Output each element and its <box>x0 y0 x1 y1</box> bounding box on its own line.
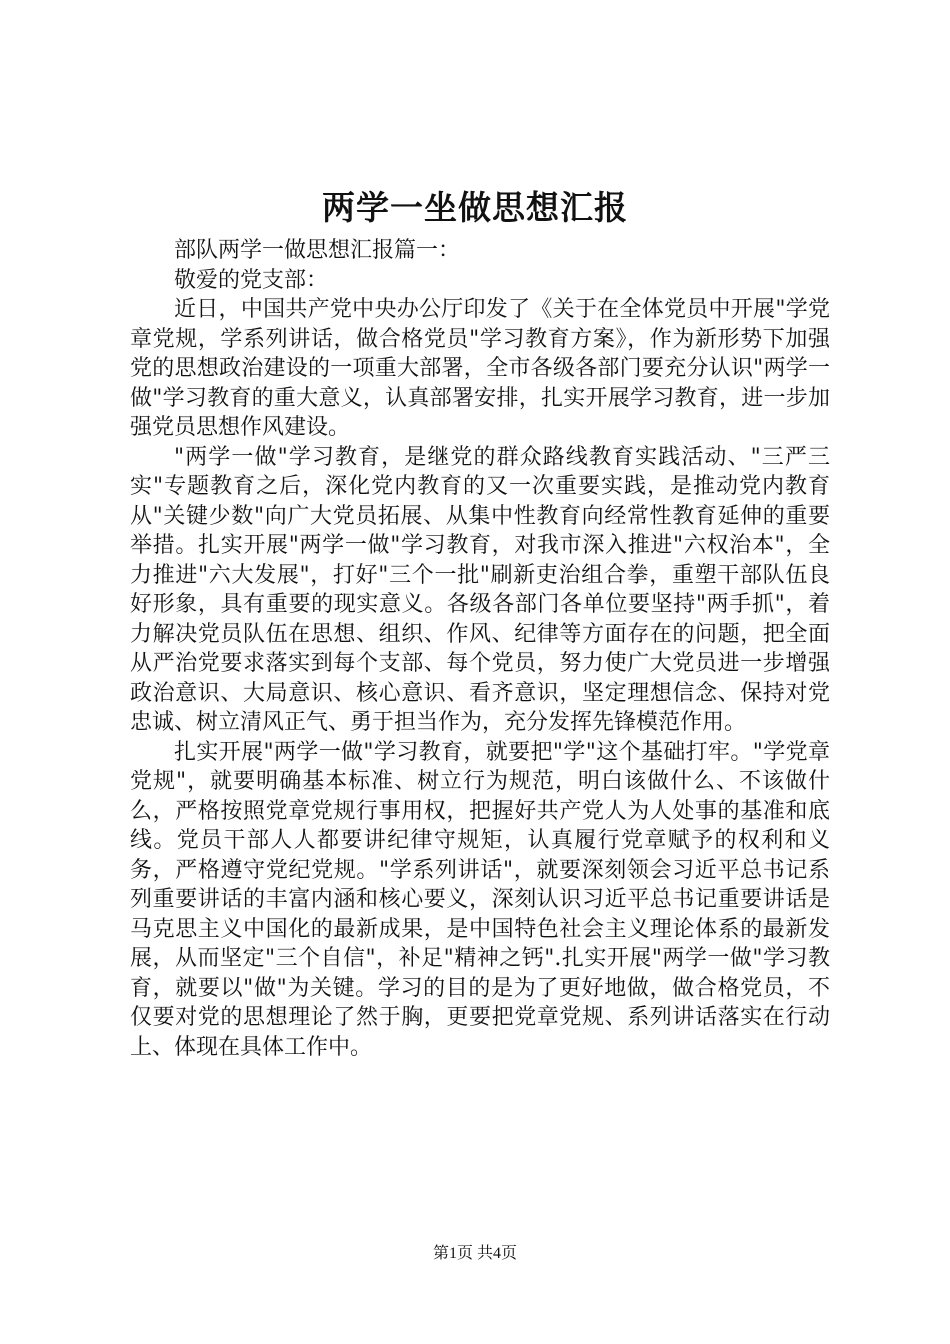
document-title: 两学一坐做思想汇报 <box>322 188 628 227</box>
page-number-footer: 第1页 共4页 <box>432 1245 517 1262</box>
salutation: 敬爱的党支部： <box>174 267 329 293</box>
body-paragraph: 扎实开展"两学一做"学习教育，就要把"学"这个基础打牢。"学党章党规"，就要明确基本标准、树立行为规范，明白该做什么、不该做什么，严格按照党章党规行事用权，把握好共产党人为人处事的基准和底线。党员干部人人都要讲纪律守规矩，认真履行党章赋予的权利和义务，严格遵守党纪党规。"学系列讲话"，就要深刻领会习近平总书记系列重要讲话的丰富内涵和核心要义，深刻认识习近平总书记重要讲话是马克思主义中国化的最新成果，是中国特色社会主义理论体系的最新发展，从而坚定"三个自信"，补足"精神之钙".扎实开展"两学一做"学习教育，就要以"做"为关键。学习的目的是为了更好地做，做合格党员，不仅要对党的思想理论了然于胸，更要把党章党规、系列讲话落实在行动上、体现在具体工作中。 <box>130 739 830 1060</box>
body-paragraph: 近日，中国共产党中央办公厅印发了《关于在全体党员中开展"学党章党规，学系列讲话，做合格党员"学习教育方案》，作为新形势下加强党的思想政治建设的一项重大部署，全市各级各部门要充分认识"两学一做"学习教育的重大意义，认真部署安排，扎实开展学习教育，进一步加强党员思想作风建设。 <box>130 297 830 440</box>
section-heading: 部队两学一做思想汇报篇一： <box>174 238 461 263</box>
body-paragraph: "两学一做"学习教育，是继党的群众路线教育实践活动、"三严三实"专题教育之后，深化党内教育的又一次重要实践，是推动党内教育从"关键少数"向广大党员拓展、从集中性教育向经常性教育延伸的重要举措。扎实开展"两学一做"学习教育，对我市深入推进"六权治本"，全力推进"六大发展"，打好"三个一批"刷新吏治组合拳，重塑干部队伍良好形象，具有重要的现实意义。各级各部门各单位要坚持"两手抓"，着力解决党员队伍在思想、组织、作风、纪律等方面存在的问题，把全面从严治党要求落实到每个支部、每个党员，努力使广大党员进一步增强政治意识、大局意识、核心意识、看齐意识，坚定理想信念、保持对党忠诚、树立清风正气、勇于担当作为，充分发挥先锋模范作用。 <box>130 444 830 735</box>
document-body <box>130 236 830 1062</box>
